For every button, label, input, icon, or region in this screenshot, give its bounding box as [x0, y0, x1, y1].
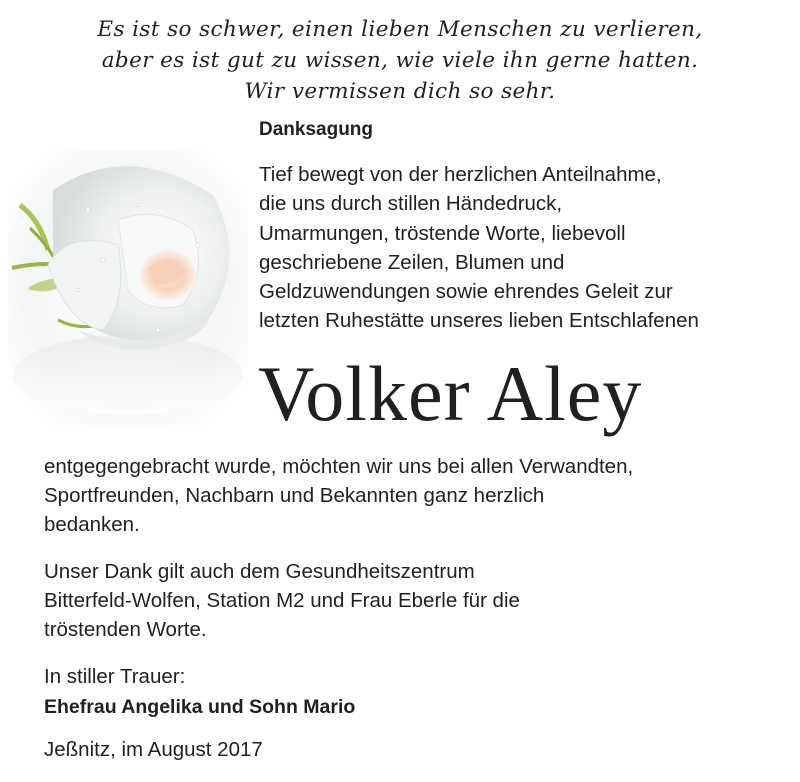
- thanks-line: letzten Ruhestätte unseres lieben Entschlafenen: [259, 309, 699, 333]
- paragraph-line: entgegengebracht wurde, möchten wir uns bei allen Verwandten,: [44, 455, 634, 478]
- thanks-line: die uns durch stillen Händedruck,: [259, 192, 563, 216]
- paragraph-line: bedanken.: [44, 513, 140, 536]
- thanks-heading: Danksagung: [259, 119, 374, 140]
- deceased-name: Volker Aley: [258, 350, 643, 437]
- quote-line: aber es ist gut zu wissen, wie viele ihn gerne hatten.: [101, 48, 699, 73]
- mourning-intro: In stiller Trauer:: [44, 665, 186, 688]
- paragraph-line: tröstenden Worte.: [44, 618, 207, 641]
- paragraph-line: Bitterfeld-Wolfen, Station M2 und Frau Eberle für die: [44, 589, 520, 612]
- thanks-line: Geldzuwendungen sowie ehrendes Geleit zur: [259, 280, 673, 304]
- thanks-text: [259, 160, 789, 336]
- quote-line: Wir vermissen dich so sehr.: [244, 79, 556, 104]
- thanks-line: Umarmungen, tröstende Worte, liebevoll: [259, 221, 626, 245]
- memorial-quote: [0, 14, 800, 107]
- gratitude-paragraph: [44, 452, 784, 539]
- hospital-thanks-paragraph: [44, 557, 784, 644]
- place-date: Jeßnitz, im August 2017: [44, 738, 263, 761]
- paragraph-line: Unser Dank gilt auch dem Gesundheitszentrum: [44, 560, 475, 583]
- white-rose-icon: [8, 150, 248, 425]
- thanks-line: geschriebene Zeilen, Blumen und: [259, 250, 565, 274]
- mourning-signature: [44, 662, 784, 722]
- rose-image: [8, 150, 248, 425]
- paragraph-line: Sportfreunden, Nachbarn und Bekannten ganz herzlich: [44, 484, 545, 507]
- quote-line: Es ist so schwer, einen lieben Menschen zu verlieren,: [97, 17, 703, 42]
- mourning-family: Ehefrau Angelika und Sohn Mario: [44, 696, 356, 718]
- thanks-line: Tief bewegt von der herzlichen Anteilnahme,: [259, 163, 662, 186]
